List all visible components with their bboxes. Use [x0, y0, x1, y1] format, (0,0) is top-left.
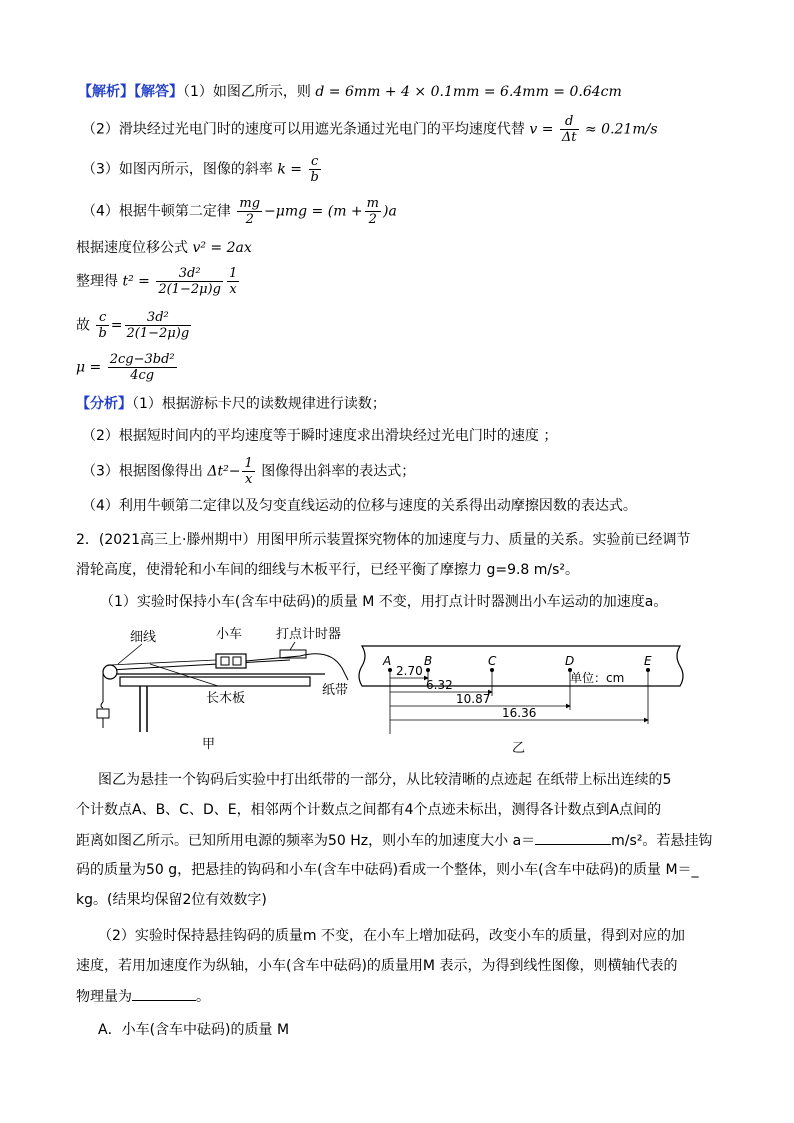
question-2-para-3 [76, 830, 712, 851]
label-cart: 小车 [216, 627, 243, 642]
question-2-part-1 [100, 592, 667, 612]
formula: ≈ 0.21m/s [584, 121, 658, 138]
solution-line-7 [76, 310, 193, 341]
solution-line-4 [82, 196, 397, 227]
formula: k = [277, 161, 303, 178]
pulley [103, 665, 117, 679]
solution-text: （1）如图乙所示，则 [183, 84, 311, 100]
formula: −μmg = (m + [264, 203, 363, 220]
analysis-tag: 【解析】 [78, 84, 134, 100]
question-2-para-1 [98, 770, 671, 790]
formula: μ = [76, 359, 102, 376]
fraction: $\frac{mg}{2}$ [239, 196, 261, 227]
formula: d = 6mm + 4 × 0.1mm = 6.4mm = 0.64cm [315, 84, 622, 100]
caption-jia: 甲 [202, 737, 216, 752]
label-timer: 打点计时器 [276, 627, 342, 642]
question-2-para-5 [76, 890, 267, 910]
question-text: 图乙为悬挂一个钩码后实验中打出纸带的一部分，从比较清晰的点迹起 在纸带上标出连续的5 [98, 772, 672, 788]
solution-text: 整理得 [76, 273, 118, 290]
solution-line-8 [76, 352, 179, 383]
question-2-part-2-line-1 [98, 926, 685, 946]
formula: t² = [122, 273, 150, 290]
label-board: 长木板 [206, 691, 246, 706]
question-2-part-2-line-2 [76, 956, 677, 976]
hanging-weight [97, 709, 109, 718]
formula: )a [382, 203, 397, 220]
question-text: 个计数点A、B、C、D、E，相邻两个计数点之间都有4个点迹未标出，测得各计数点到A点间的 [76, 802, 662, 818]
analysis-line-3 [82, 456, 415, 487]
unit-label: 单位：cm [570, 671, 625, 685]
answer-blank-acceleration[interactable] [535, 830, 611, 845]
fraction: $\frac{c}{b}$ [310, 154, 319, 185]
formula: Δt²− [207, 463, 241, 480]
question-text: 2．(2021高三上·滕州期中）用图甲所示装置探究物体的加速度与力、质量的关系。实验前已经调节 [76, 532, 691, 548]
question-2-para-2 [76, 800, 661, 820]
analysis-text: （2）根据短时间内的平均速度等于瞬时速度求出滑块经过光电门时的速度 ； [82, 428, 558, 444]
solution-line-6 [76, 266, 241, 297]
answer-blank-x-axis[interactable] [132, 986, 196, 1001]
fraction: $\frac{1}{x}$ [244, 456, 253, 487]
solution-text: （3）如图丙所示，图像的斜率 [82, 161, 273, 178]
question-text: 距离如图乙所示。已知所用电源的频率为50 Hz，则小车的加速度大小 a＝ [76, 833, 536, 849]
label-tape: 纸带 [322, 683, 349, 698]
solution-line-5 [76, 238, 252, 258]
caption-yi: 乙 [512, 741, 526, 756]
label-e: E [644, 654, 652, 668]
label-d: D [565, 654, 575, 668]
solution-line-1 [78, 82, 622, 102]
analysis-line-2 [82, 426, 557, 446]
option-a-text: A．小车(含车中砝码)的质量 M [98, 1022, 290, 1038]
question-text: 速度，若用加速度作为纵轴，小车(含车中砝码)的质量用M 表示，为得到线性图像，则横轴代表的 [76, 958, 678, 974]
analysis-text: （3）根据图像得出 [82, 463, 203, 480]
distance-ae: 16.36 [502, 706, 537, 720]
question-text: m/s²。若悬挂钩 [611, 833, 713, 849]
distance-ac: 6.32 [426, 678, 453, 692]
analysis-text: （4）利用牛顿第二定律以及匀变直线运动的位移与速度的关系得出动摩擦因数的表达式。 [82, 498, 637, 514]
analysis-text: 图像得出斜率的表达式； [261, 463, 416, 480]
question-text: 滑轮高度，使滑轮和小车间的细线与木板平行，已经平衡了摩擦力 g=9.8 m/s²。 [76, 562, 580, 578]
question-text: 物理量为 [76, 989, 132, 1005]
answer-tag: 【解答】 [134, 84, 183, 100]
question-2-part-2-line-3 [76, 986, 210, 1007]
analysis-heading [76, 394, 386, 414]
distance-ad: 10.87 [456, 692, 491, 706]
formula: = [110, 317, 123, 334]
formula: v² = 2ax [192, 240, 252, 256]
label-c: C [488, 654, 497, 668]
option-a[interactable] [98, 1020, 289, 1040]
question-text: kg。(结果均保留2位有效数字) [76, 892, 267, 908]
fraction: $\frac{c}{b}$ [98, 310, 107, 341]
label-string: 细线 [130, 630, 157, 645]
solution-line-2 [82, 114, 658, 145]
question-2-header [76, 530, 690, 550]
solution-text: 故 [76, 317, 90, 334]
fraction: $\frac{\text{3d²}}{2(1-2\mu)g}$ [126, 310, 190, 341]
question-text: （2）实验时保持悬挂钩码的质量m 不变，在小车上增加砝码，改变小车的质量，得到对应的加 [98, 928, 685, 944]
question-2-para-4 [76, 860, 699, 880]
analysis-text: （1）根据游标卡尺的读数规律进行读数； [132, 396, 386, 412]
question-text: 码的质量为50 g，把悬挂的钩码和小车(含车中砝码)看成一个整体，则小车(含车中砝码)的质量 M＝_ [76, 862, 699, 878]
solution-text: （2）滑块经过光电门时的速度可以用遮光条通过光电门的平均速度代替 [82, 121, 525, 138]
distance-ab: 2.70 [396, 664, 423, 678]
formula: v = [529, 121, 554, 138]
solution-text: 根据速度位移公式 [76, 240, 188, 256]
solution-line-3 [82, 154, 323, 185]
fraction: $\frac{1}{x}$ [228, 266, 238, 297]
question-text: （1）实验时保持小车(含车中砝码)的质量 M 不变，用打点计时器测出小车运动的加速度a。 [100, 594, 668, 610]
question-text: 。 [196, 989, 210, 1005]
fraction: $\frac{d}{\Delta t}$ [561, 114, 577, 145]
label-a: A [383, 654, 392, 668]
question-2-header-cont [76, 560, 579, 580]
fraction: $\frac{\text{2cg−3bd²}}{4cg}$ [109, 352, 175, 383]
analysis-section-tag: 【分析】 [76, 396, 132, 412]
label-b: B [424, 654, 433, 668]
figure-yi-tape [350, 638, 690, 758]
fraction: $\frac{m}{2}$ [366, 196, 379, 227]
solution-text: （4）根据牛顿第二定律 [82, 203, 231, 220]
analysis-line-4 [82, 496, 637, 516]
fraction: $\frac{\text{3d²}}{2(1-2\mu)g}$ [158, 266, 221, 297]
